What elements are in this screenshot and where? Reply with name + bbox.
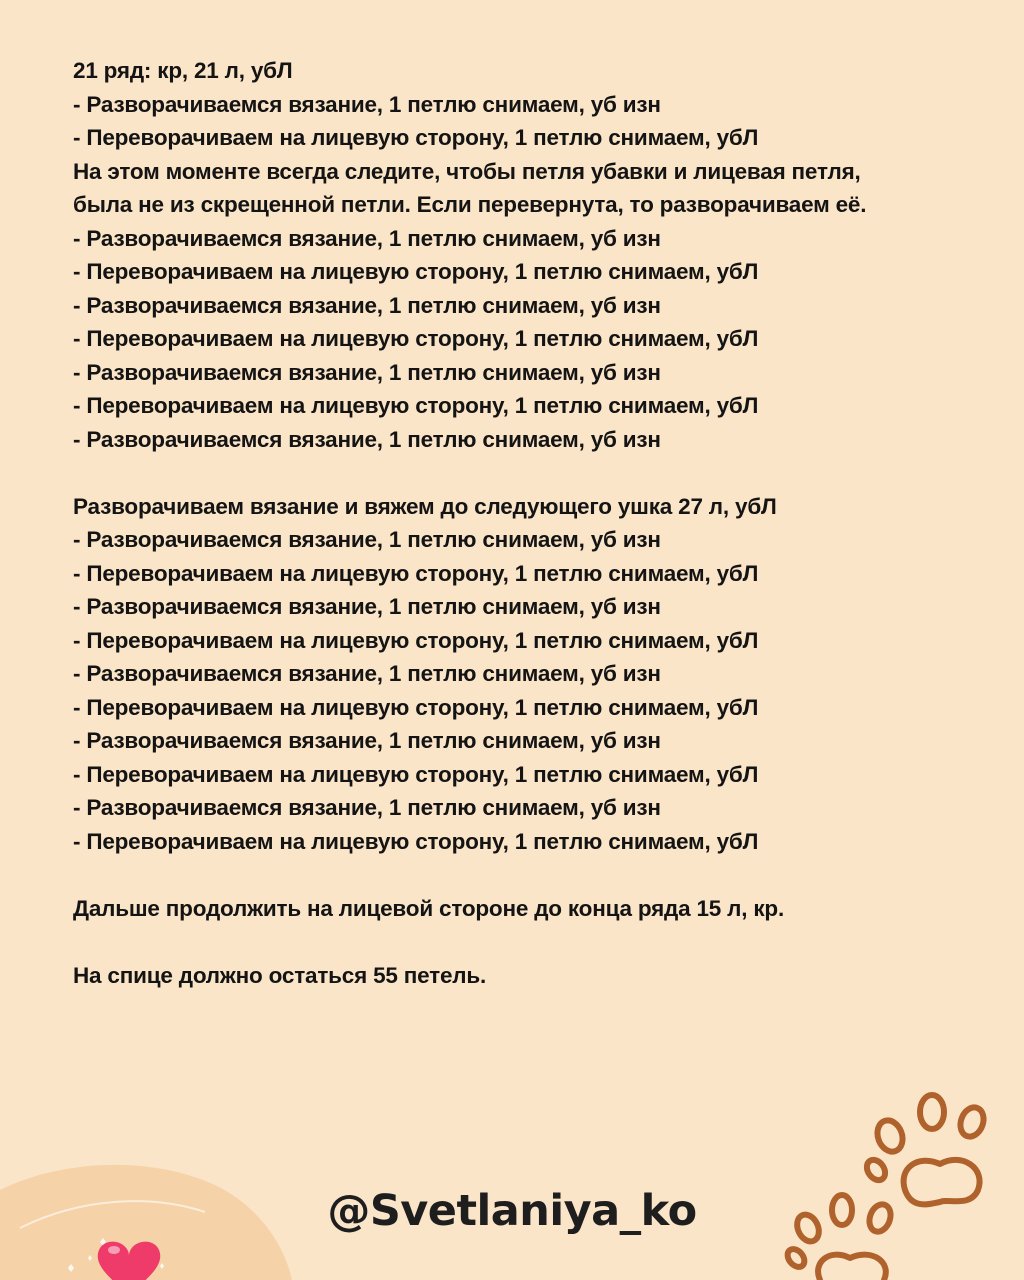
instruction-line-continue: Дальше продолжить на лицевой стороне до конца ряда 15 л, кр. (73, 895, 785, 921)
instruction-line-total: На спице должно остаться 55 петель. (73, 962, 487, 988)
author-handle: @Svetlaniya_ko (327, 1186, 697, 1236)
instruction-line: - Переворачиваем на лицевую сторону, 1 петлю снимаем, убЛ (73, 259, 759, 284)
instruction-block-second-ear (73, 490, 1003, 859)
instruction-line: - Разворачиваемся вязание, 1 петлю снимаем, уб изн (73, 728, 661, 753)
instruction-line: На этом моменте всегда следите, чтобы петля убавки и лицевая петля, (73, 158, 861, 184)
instruction-line: - Разворачиваемся вязание, 1 петлю снимаем, уб изн (73, 426, 661, 452)
heart-icon (92, 1236, 166, 1280)
instruction-line: - Разворачиваемся вязание, 1 петлю снимаем, уб изн (73, 527, 661, 552)
instruction-line: - Переворачиваем на лицевую сторону, 1 петлю снимаем, убЛ (73, 694, 759, 720)
spacer (73, 858, 1003, 892)
spacer (73, 456, 1003, 490)
instruction-line: Разворачиваем вязание и вяжем до следующего ушка 27 л, убЛ (73, 493, 777, 519)
instructions-text (73, 54, 1003, 992)
instruction-line: - Переворачиваем на лицевую сторону, 1 петлю снимаем, убЛ (73, 125, 759, 150)
instruction-line: - Переворачиваем на лицевую сторону, 1 петлю снимаем, убЛ (73, 560, 759, 586)
instruction-line: была не из скрещенной петли. Если перевернута, то разворачиваем её. (73, 192, 867, 217)
instruction-line: 21 ряд: кр, 21 л, убЛ (73, 58, 293, 83)
instruction-line: - Переворачиваем на лицевую сторону, 1 петлю снимаем, убЛ (73, 326, 759, 351)
paw-print-icon (780, 1090, 1024, 1280)
spacer (73, 925, 1003, 959)
instruction-line: - Разворачиваемся вязание, 1 петлю снимаем, уб изн (73, 292, 661, 318)
instruction-line: - Разворачиваемся вязание, 1 петлю снимаем, уб изн (73, 359, 661, 385)
instruction-line: - Переворачиваем на лицевую сторону, 1 петлю снимаем, убЛ (73, 393, 759, 418)
instruction-line: - Разворачиваемся вязание, 1 петлю снимаем, уб изн (73, 91, 661, 117)
instruction-line: - Переворачиваем на лицевую сторону, 1 петлю снимаем, убЛ (73, 627, 759, 653)
instruction-line: - Разворачиваемся вязание, 1 петлю снимаем, уб изн (73, 661, 661, 686)
instruction-line: - Переворачиваем на лицевую сторону, 1 петлю снимаем, убЛ (73, 761, 759, 787)
instruction-line: - Переворачиваем на лицевую сторону, 1 петлю снимаем, убЛ (73, 828, 759, 854)
instruction-line: - Разворачиваемся вязание, 1 петлю снимаем, уб изн (73, 225, 661, 251)
instruction-line: - Разворачиваемся вязание, 1 петлю снимаем, уб изн (73, 594, 661, 619)
instruction-block-row21 (73, 54, 1003, 456)
instruction-line: - Разворачиваемся вязание, 1 петлю снимаем, уб изн (73, 795, 661, 820)
